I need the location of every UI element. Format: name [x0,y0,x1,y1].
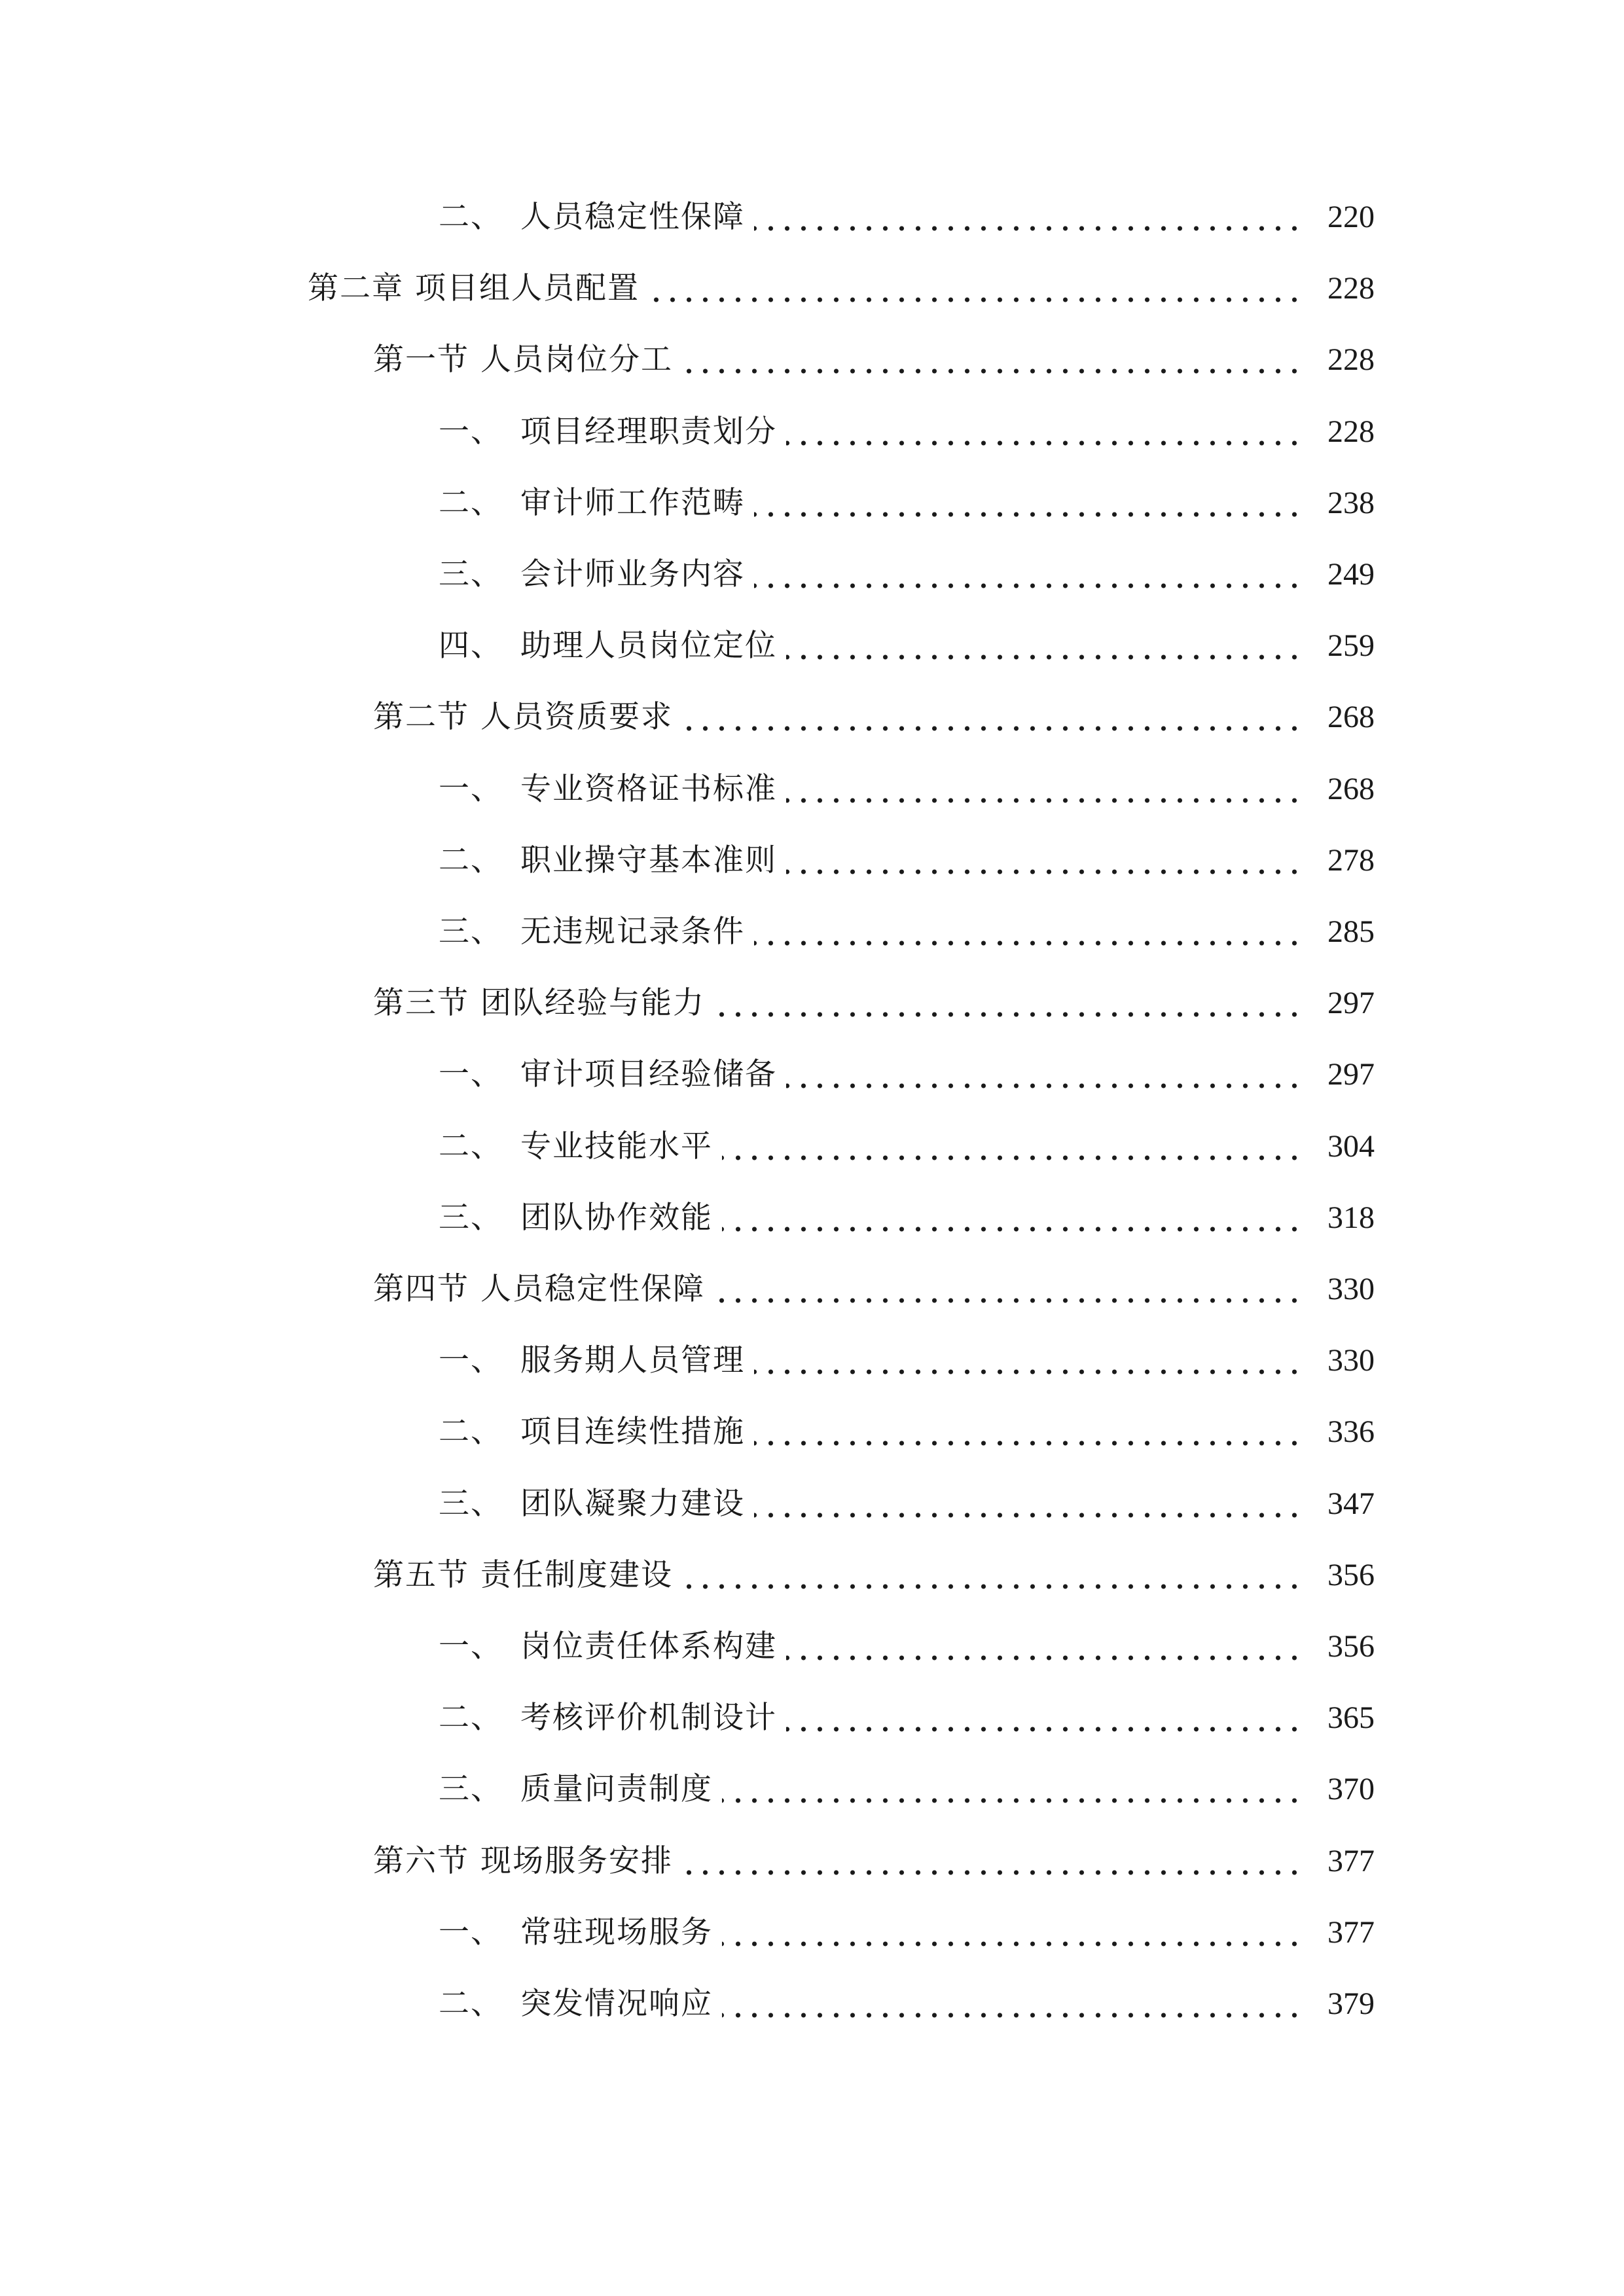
toc-entry-title: 会计师业务内容 [520,556,745,592]
toc-entry-page-number: 228 [1327,414,1375,449]
toc-entry-number: 二、 [439,1414,503,1450]
toc-dot-leader [786,1692,1303,1744]
toc-entry-number: 三、 [439,914,503,950]
toc-entry-page-number: 285 [1327,914,1375,949]
toc-entry-page-number: 330 [1327,1343,1375,1378]
toc-entry-page-number: 220 [1327,200,1375,234]
toc-entry-page-number: 228 [1327,271,1375,306]
toc-dot-leader [722,1121,1303,1173]
toc-entry-title: 专业技能水平 [520,1128,713,1164]
toc-dot-leader [786,834,1303,887]
toc-entry-title: 质量问责制度 [520,1771,713,1808]
toc-dot-leader [754,1335,1303,1387]
toc-dot-leader [714,977,1303,1030]
toc-entry-page-number: 249 [1327,557,1375,592]
toc-entry-title: 审计项目经验储备 [520,1056,777,1093]
toc-entry-title: 团队协作效能 [520,1199,713,1236]
toc-entry-page-number: 259 [1327,628,1375,664]
toc-entry-title: 考核评价机制设计 [520,1700,777,1736]
toc-dot-leader [754,548,1303,601]
toc-entry-page-number: 330 [1327,1272,1375,1306]
toc-entry-number: 一、 [439,1628,503,1664]
toc-entry-number: 一、 [439,1342,503,1379]
toc-entry[interactable] [0,477,1624,529]
toc-entry-number: 二、 [439,484,503,521]
toc-entry-number: 二、 [439,1700,503,1736]
toc-entry[interactable] [0,906,1624,958]
toc-entry-title: 第五节 责任制度建设 [373,1556,673,1593]
toc-dot-leader [722,1978,1303,2030]
toc-entry[interactable] [0,691,1624,744]
toc-entry-number: 一、 [439,413,503,450]
toc-entry-title: 人员稳定性保障 [520,199,745,235]
toc-dot-leader [754,1406,1303,1458]
toc-entry[interactable] [0,334,1624,386]
toc-entry-page-number: 268 [1327,700,1375,735]
toc-entry-page-number: 336 [1327,1414,1375,1450]
toc-entry[interactable] [0,1907,1624,1959]
toc-dot-leader [786,406,1303,458]
toc-entry[interactable] [0,834,1624,887]
toc-entry-number: 四、 [439,628,503,664]
toc-entry-page-number: 347 [1327,1486,1375,1521]
toc-dot-leader [682,334,1303,386]
toc-entry-title: 助理人员岗位定位 [520,628,777,664]
toc-entry-title: 岗位责任体系构建 [520,1628,777,1664]
toc-entry-number: 二、 [439,1986,503,2022]
toc-entry[interactable] [0,1978,1624,2030]
toc-entry-page-number: 377 [1327,1843,1375,1878]
toc-entry-page-number: 297 [1327,1057,1375,1092]
toc-dot-leader [754,191,1303,243]
toc-entry[interactable] [0,763,1624,816]
toc-entry-title: 审计师工作范畴 [520,484,745,521]
toc-entry[interactable] [0,1121,1624,1173]
toc-entry-title: 第三节 团队经验与能力 [373,985,705,1022]
toc-entry-page-number: 379 [1327,1986,1375,2021]
toc-dot-leader [722,1907,1303,1959]
toc-entry-number: 一、 [439,1056,503,1093]
toc-dot-leader [649,262,1303,315]
toc-entry[interactable] [0,1192,1624,1244]
toc-entry-title: 突发情况响应 [520,1986,713,2022]
toc-entry-number: 三、 [439,1485,503,1522]
toc-dot-leader [682,691,1303,744]
toc-entry[interactable] [0,262,1624,315]
toc-dot-leader [786,1621,1303,1673]
toc-entry-page-number: 304 [1327,1128,1375,1164]
toc-entry[interactable] [0,620,1624,672]
toc-dot-leader [754,906,1303,958]
toc-dot-leader [786,620,1303,672]
toc-entry-number: 三、 [439,556,503,592]
toc-entry-title: 第二章 项目组人员配置 [308,270,640,307]
toc-dot-leader [754,1478,1303,1530]
toc-entry[interactable] [0,1763,1624,1816]
toc-entry-title: 团队凝聚力建设 [520,1485,745,1522]
toc-entry-number: 三、 [439,1771,503,1808]
toc-dot-leader [722,1192,1303,1244]
toc-dot-leader [682,1835,1303,1888]
toc-entry-title: 服务期人员管理 [520,1342,745,1379]
toc-entry-page-number: 268 [1327,771,1375,806]
toc-entry[interactable] [0,406,1624,458]
toc-entry[interactable] [0,1549,1624,1602]
toc-dot-leader [786,763,1303,816]
toc-entry-number: 一、 [439,770,503,807]
toc-entry-title: 第四节 人员稳定性保障 [373,1271,705,1307]
toc-entry-page-number: 356 [1327,1557,1375,1592]
toc-entry[interactable] [0,191,1624,243]
toc-entry-number: 二、 [439,842,503,878]
toc-entry-title: 专业资格证书标准 [520,770,777,807]
toc-entry[interactable] [0,1692,1624,1744]
toc-entry-page-number: 238 [1327,485,1375,520]
toc-entry-page-number: 228 [1327,342,1375,378]
toc-entry-title: 第六节 现场服务安排 [373,1842,673,1879]
toc-entry-title: 常驻现场服务 [520,1914,713,1950]
toc-entry-page-number: 365 [1327,1700,1375,1736]
toc-dot-leader [722,1763,1303,1816]
toc-entry[interactable] [0,1335,1624,1387]
toc-entry[interactable] [0,1478,1624,1530]
toc-entry-number: 二、 [439,199,503,235]
toc-entry-title: 项目经理职责划分 [520,413,777,450]
toc-entry-number: 三、 [439,1199,503,1236]
toc-dot-leader [714,1263,1303,1316]
toc-entry[interactable] [0,1263,1624,1316]
toc-entry-page-number: 370 [1327,1772,1375,1807]
toc-entry-title: 无违规记录条件 [520,914,745,950]
toc-dot-leader [754,477,1303,529]
toc-entry-page-number: 278 [1327,842,1375,878]
toc-entry[interactable] [0,548,1624,601]
toc-entry[interactable] [0,977,1624,1030]
toc-dot-leader [682,1549,1303,1602]
toc-entry[interactable] [0,1835,1624,1888]
toc-entry-page-number: 377 [1327,1914,1375,1950]
toc-entry-title: 第一节 人员岗位分工 [373,342,673,378]
toc-entry-number: 二、 [439,1128,503,1164]
toc-entry[interactable] [0,1621,1624,1673]
toc-entry-title: 项目连续性措施 [520,1414,745,1450]
toc-entry-page-number: 297 [1327,986,1375,1021]
toc-entry-page-number: 318 [1327,1200,1375,1235]
toc-entry-page-number: 356 [1327,1629,1375,1664]
toc-dot-leader [786,1049,1303,1101]
toc-entry-title: 第二节 人员资质要求 [373,699,673,736]
toc-entry[interactable] [0,1049,1624,1101]
toc-entry-number: 一、 [439,1914,503,1950]
toc-entry[interactable] [0,1406,1624,1458]
toc-entry-title: 职业操守基本准则 [520,842,777,878]
